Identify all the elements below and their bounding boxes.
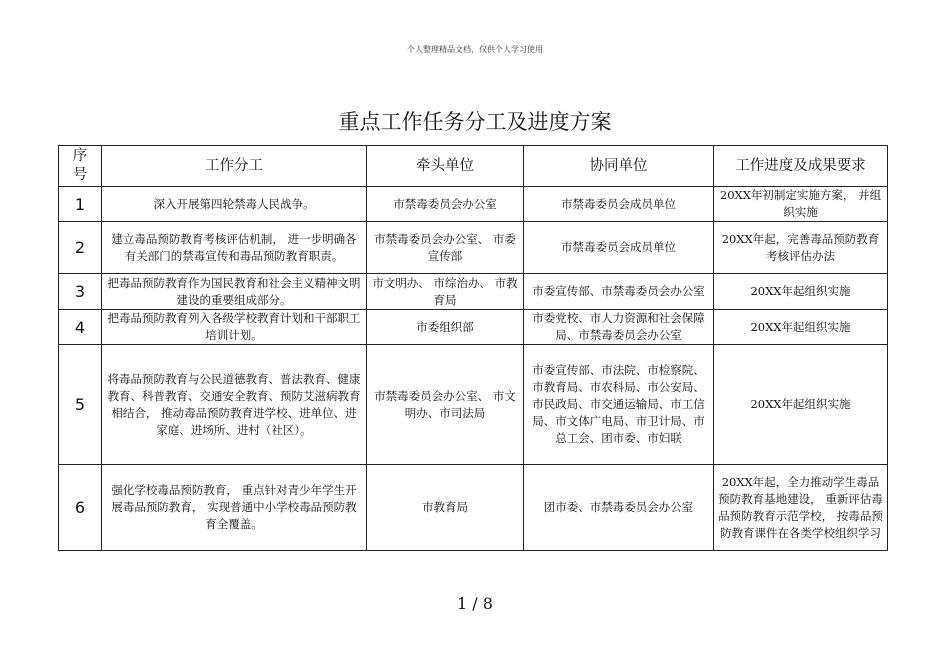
cell-assist: 市禁毒委员会成员单位 xyxy=(524,222,714,274)
cell-work: 强化学校毒品预防教育， 重点针对青少年学生开展毒品预防教育， 实现普通中小学校毒品预防教育全覆盖。 xyxy=(102,465,367,551)
task-table xyxy=(58,145,888,551)
cell-progress: 20XX年起，完善毒品预防教育考核评估办法 xyxy=(714,222,888,274)
cell-lead: 市禁毒委员会办公室、 市委宣传部 xyxy=(367,222,524,274)
cell-progress: 20XX年起，全力推动学生毒品预防教育基地建设， 重新评估毒品预防教育示范学校， 按毒品预防教育课件在各类学校组织学习 xyxy=(714,465,888,551)
header-progress: 工作进度及成果要求 xyxy=(714,146,888,187)
table-row xyxy=(59,274,888,310)
cell-lead: 市文明办、 市综治办、 市教育局 xyxy=(367,274,524,310)
header-work: 工作分工 xyxy=(102,146,367,187)
header-lead: 牵头单位 xyxy=(367,146,524,187)
cell-seq: 3 xyxy=(59,274,102,310)
cell-lead: 市教育局 xyxy=(367,465,524,551)
cell-lead: 市禁毒委员会办公室、 市文明办、市司法局 xyxy=(367,345,524,465)
cell-seq: 5 xyxy=(59,345,102,465)
cell-seq: 6 xyxy=(59,465,102,551)
table-row xyxy=(59,222,888,274)
cell-seq: 2 xyxy=(59,222,102,274)
cell-assist: 市禁毒委员会成员单位 xyxy=(524,187,714,222)
header-note: 个人整理精品文档，仅供个人学习使用 xyxy=(407,45,543,54)
cell-work: 深入开展第四轮禁毒人民战争。 xyxy=(102,187,367,222)
page-number: 1 / 8 xyxy=(457,594,493,613)
cell-seq: 1 xyxy=(59,187,102,222)
cell-assist: 市委党校、市人力资源和社会保障局、市禁毒委员会办公室 xyxy=(524,310,714,345)
cell-work: 把毒品预防教育列入各级学校教育计划和干部职工培训计划。 xyxy=(102,310,367,345)
cell-progress: 20XX年起组织实施 xyxy=(714,310,888,345)
table-row xyxy=(59,345,888,465)
header-seq: 序号 xyxy=(59,146,102,187)
table-row xyxy=(59,465,888,551)
cell-assist: 市委宣传部、市禁毒委员会办公室 xyxy=(524,274,714,310)
table-row xyxy=(59,310,888,345)
cell-work: 将毒品预防教育与公民道德教育、普法教育、健康教育、科普教育、交通安全教育、预防艾滋病教育相结合， 推动毒品预防教育进学校、进单位、进家庭、进场所、进村（社区）。 xyxy=(102,345,367,465)
cell-assist: 团市委、市禁毒委员会办公室 xyxy=(524,465,714,551)
cell-work: 建立毒品预防教育考核评估机制， 进一步明确各有关部门的禁毒宣传和毒品预防教育职责。 xyxy=(102,222,367,274)
cell-lead: 市委组织部 xyxy=(367,310,524,345)
cell-progress: 20XX年起组织实施 xyxy=(714,274,888,310)
table-row xyxy=(59,187,888,222)
cell-progress: 20XX年起组织实施 xyxy=(714,345,888,465)
cell-work: 把毒品预防教育作为国民教育和社会主义精神文明建设的重要组成部分。 xyxy=(102,274,367,310)
cell-lead: 市禁毒委员会办公室 xyxy=(367,187,524,222)
cell-assist: 市委宣传部、市法院、市检察院、市教育局、市农科局、市公安局、市民政局、市交通运输局、市工信局、市文体广电局、市卫计局、市总工会、团市委、市妇联 xyxy=(524,345,714,465)
header-assist: 协同单位 xyxy=(524,146,714,187)
cell-progress: 20XX年初制定实施方案， 并组织实施 xyxy=(714,187,888,222)
page-title: 重点工作任务分工及进度方案 xyxy=(338,110,612,134)
cell-seq: 4 xyxy=(59,310,102,345)
table-header-row xyxy=(59,146,888,187)
